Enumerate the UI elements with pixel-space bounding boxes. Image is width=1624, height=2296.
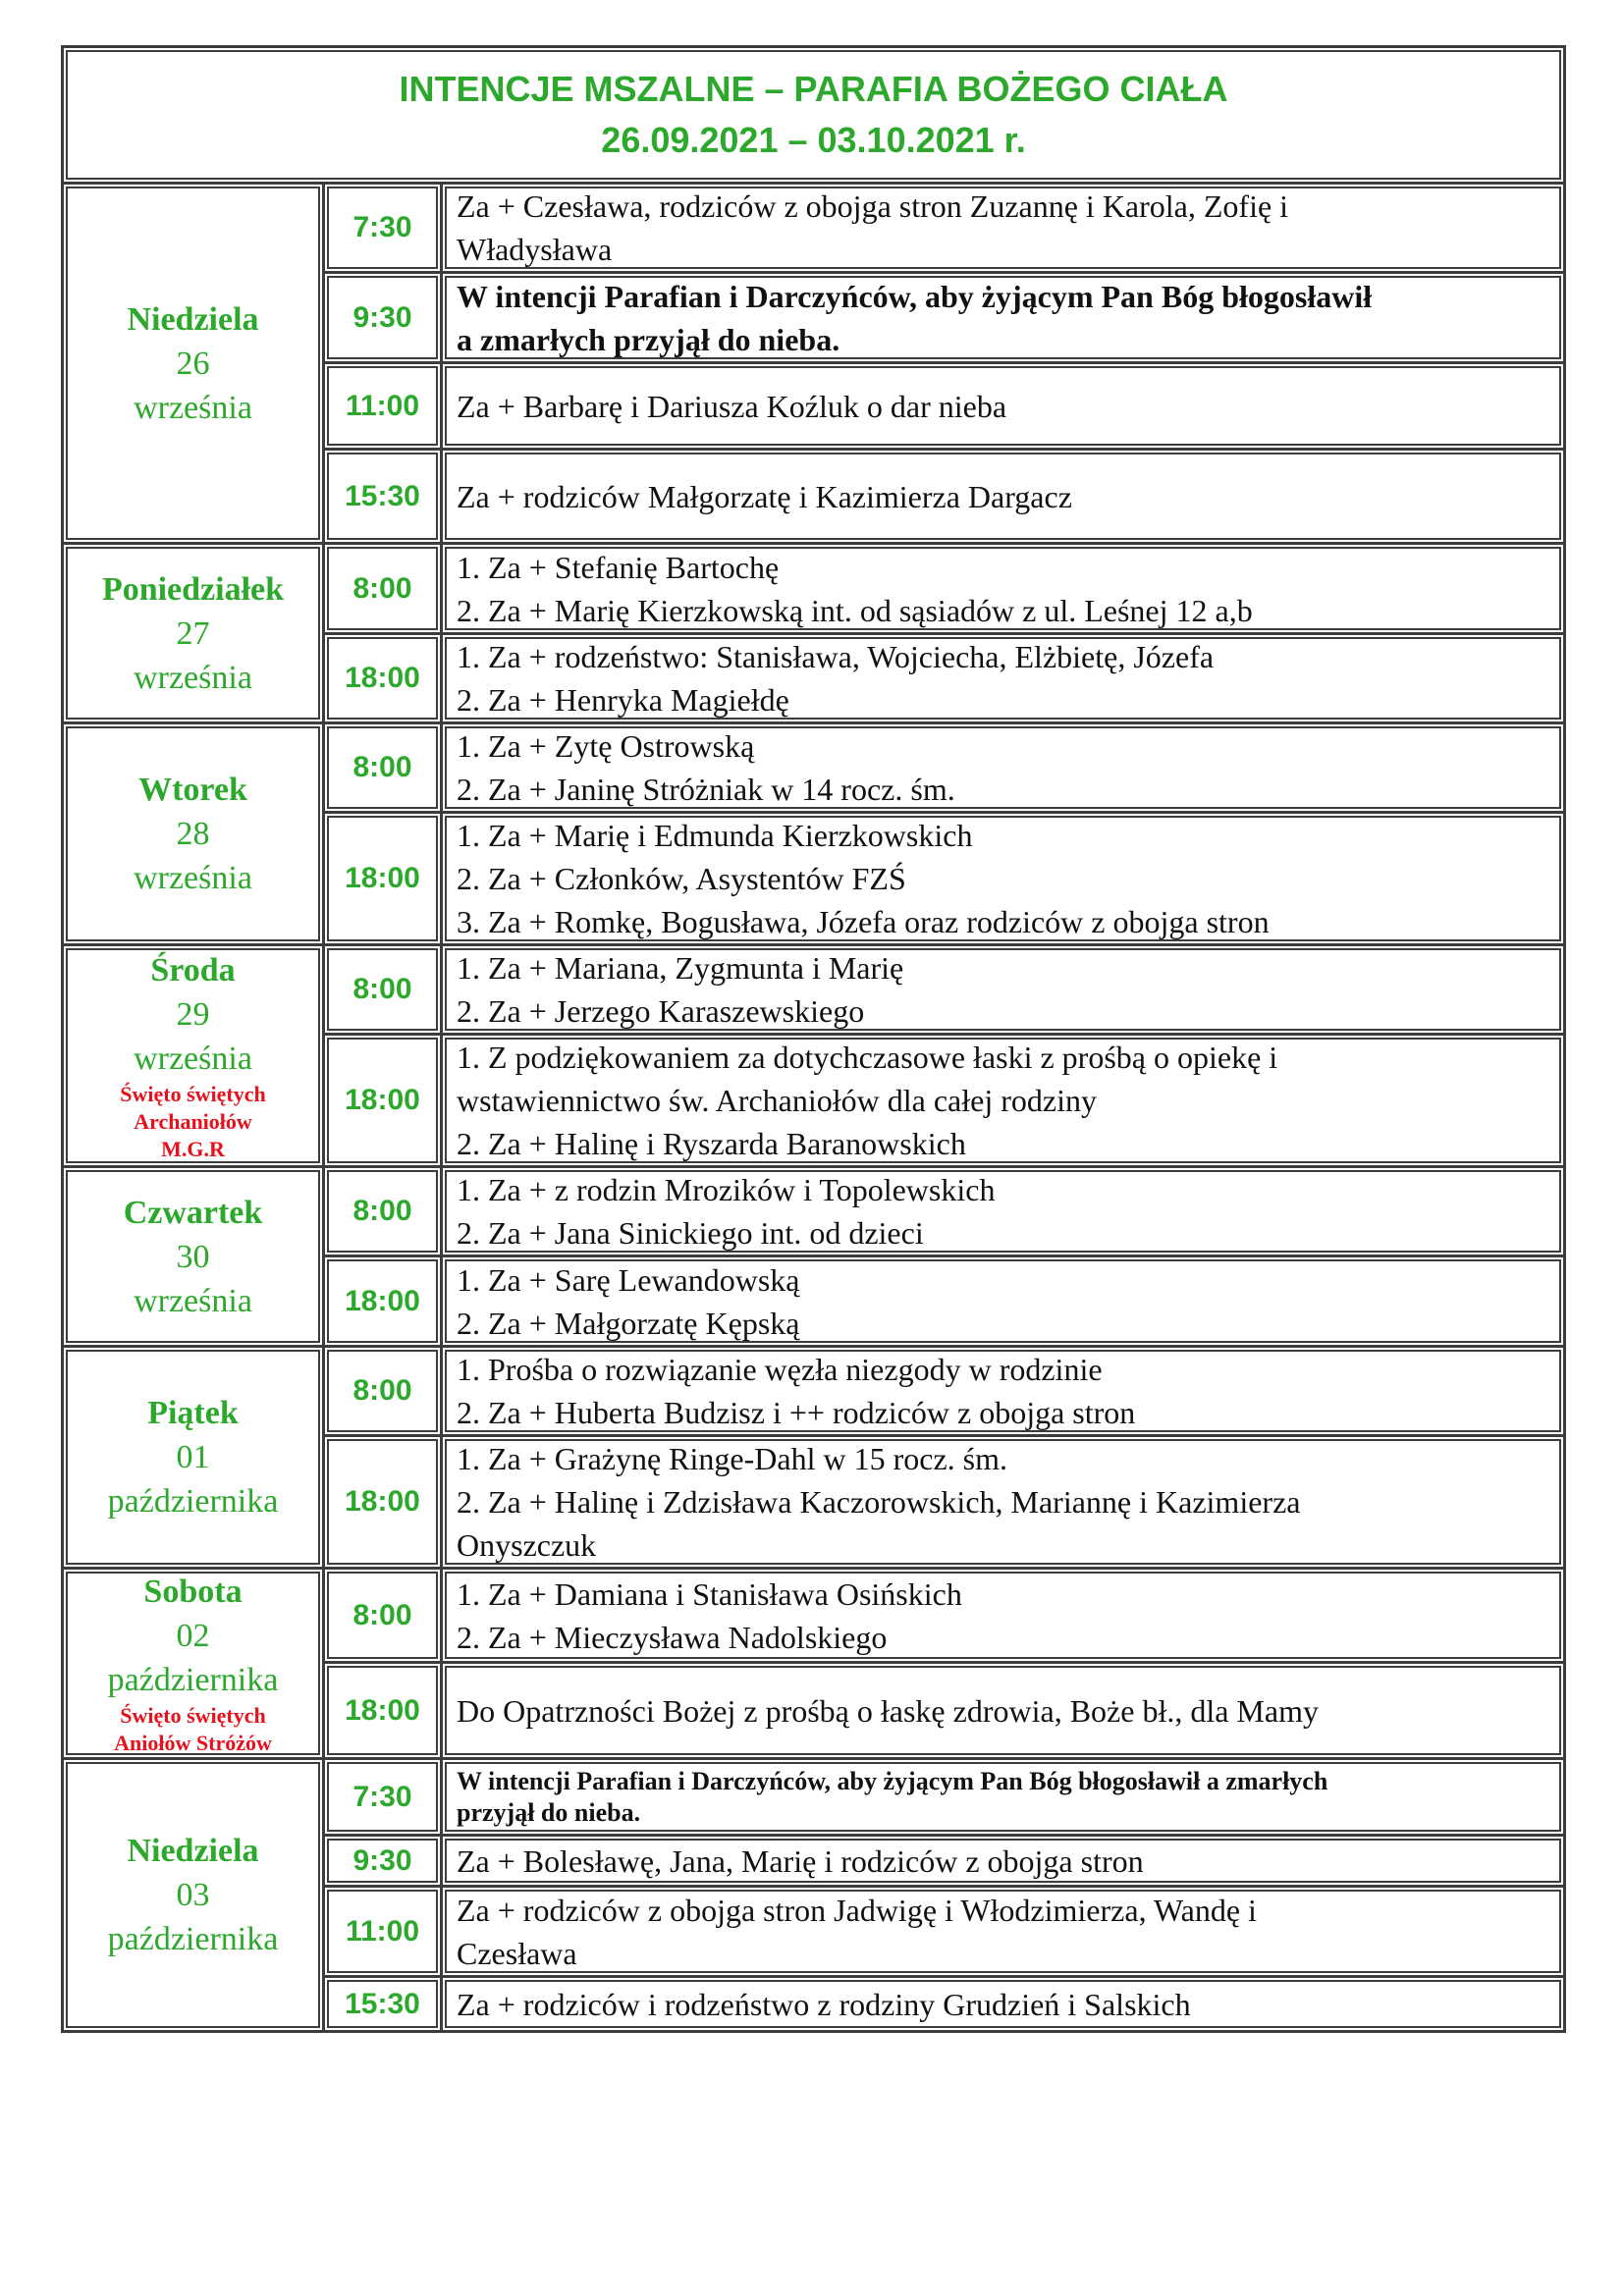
intention-line: 1. Za + Zytę Ostrowską: [457, 728, 755, 764]
intention-line: 2. Za + Jana Sinickiego int. od dzieci: [457, 1215, 924, 1251]
mass-time: 7:30: [325, 1760, 443, 1837]
mass-intention: [443, 364, 1566, 451]
mass-intention: [443, 1437, 1566, 1570]
day-month: października: [107, 1483, 279, 1520]
mass-time: 7:30: [325, 185, 443, 274]
mass-intentions-table: [61, 45, 1566, 2033]
day-month: października: [107, 1662, 279, 1698]
day-month: września: [134, 860, 252, 896]
mass-intention: [443, 1168, 1566, 1257]
day-number: 02: [176, 1618, 210, 1654]
day-name: Czwartek: [123, 1194, 263, 1231]
mass-intention: [443, 451, 1566, 545]
day-month: września: [134, 389, 252, 426]
mass-row: [64, 1570, 1566, 1664]
mass-intention: [443, 724, 1566, 814]
date-range: 26.09.2021 – 03.10.2021 r.: [601, 120, 1026, 160]
intention-line: Za + Barbarę i Dariusza Koźluk o dar nieba: [457, 388, 1007, 424]
mass-row: [64, 1168, 1566, 1257]
intention-line: 1. Za + Mariana, Zygmunta i Marię: [457, 950, 904, 986]
intention-line: 1. Za + Damiana i Stanisława Osińskich: [457, 1575, 962, 1612]
day-number: 30: [176, 1238, 210, 1275]
day-name: Wtorek: [138, 772, 247, 808]
page-title: INTENCJE MSZALNE – PARAFIA BOŻEGO CIAŁA: [399, 69, 1228, 109]
mass-intention: [443, 946, 1566, 1036]
mass-time: 11:00: [325, 1888, 443, 1978]
day-name: Środa: [150, 952, 236, 988]
mass-time: 18:00: [325, 1664, 443, 1760]
mass-time: 8:00: [325, 1570, 443, 1664]
intention-line: Za + rodziców Małgorzatę i Kazimierza Dargacz: [457, 478, 1072, 514]
mass-time: 8:00: [325, 724, 443, 814]
intention-line: Za + Bolesławę, Jana, Marię i rodziców z obojga stron: [457, 1842, 1144, 1879]
day-name: Piątek: [147, 1395, 239, 1431]
mass-intention: [443, 635, 1566, 724]
feast-label: Święto świętych: [120, 1082, 266, 1106]
intention-line: W intencji Parafian i Darczyńców, aby żyjącym Pan Bóg błogosławił: [457, 278, 1373, 314]
day-month: września: [134, 1041, 252, 1077]
intention-line: 2. Za + Huberta Budzisz i ++ rodziców z obojga stron: [457, 1395, 1136, 1430]
mass-time: 11:00: [325, 364, 443, 451]
mass-intention: [443, 1257, 1566, 1348]
day-cell: [64, 724, 325, 946]
mass-time: 8:00: [325, 946, 443, 1036]
intention-line: 2. Za + Mieczysława Nadolskiego: [457, 1619, 888, 1655]
intention-line: 2. Za + Jerzego Karaszewskiego: [457, 993, 865, 1029]
mass-intention: [443, 1664, 1566, 1760]
day-name: Sobota: [143, 1574, 243, 1610]
intention-line: 2. Za + Halinę i Zdzisława Kaczorowskich, Mariannę i Kazimierza: [457, 1484, 1301, 1520]
day-cell: [64, 185, 325, 545]
intention-line: 2. Za + Henryka Magiełdę: [457, 682, 789, 718]
mass-row: [64, 185, 1566, 274]
day-number: 03: [176, 1877, 210, 1913]
mass-intention: [443, 1888, 1566, 1978]
day-cell: [64, 1168, 325, 1348]
feast-label: Archaniołów: [134, 1109, 252, 1134]
day-number: 28: [176, 816, 210, 852]
day-number: 29: [176, 996, 210, 1033]
day-name: Niedziela: [127, 1833, 259, 1869]
mass-time: 18:00: [325, 635, 443, 724]
feast-label: M.G.R: [161, 1137, 225, 1161]
mass-row: [64, 545, 1566, 635]
intention-line: wstawiennictwo św. Archaniołów dla całej rodziny: [457, 1083, 1097, 1118]
intention-line: 2. Za + Halinę i Ryszarda Baranowskich: [457, 1126, 966, 1161]
day-month: października: [107, 1921, 279, 1957]
mass-intention: [443, 274, 1566, 364]
intention-line: 3. Za + Romkę, Bogusława, Józefa oraz rodziców z obojga stron: [457, 904, 1270, 939]
intention-line: a zmarłych przyjął do nieba.: [457, 321, 840, 357]
mass-time: 15:30: [325, 451, 443, 545]
intention-line: Czesława: [457, 1935, 577, 1971]
mass-time: 8:00: [325, 1168, 443, 1257]
mass-row: [64, 1760, 1566, 1837]
mass-intention: [443, 814, 1566, 946]
day-number: 26: [176, 345, 210, 382]
header-row: [64, 48, 1566, 185]
mass-intention: [443, 1036, 1566, 1168]
day-number: 01: [176, 1439, 210, 1475]
day-cell: [64, 1760, 325, 2033]
intention-line: 2. Za + Marię Kierzkowską int. od sąsiadów z ul. Leśnej 12 a,b: [457, 592, 1253, 628]
day-name: Niedziela: [127, 300, 259, 338]
mass-time: 18:00: [325, 814, 443, 946]
intention-line: Za + rodziców z obojga stron Jadwigę i Włodzimierza, Wandę i: [457, 1892, 1257, 1928]
intention-line: Za + Czesława, rodziców z obojga stron Zuzannę i Karola, Zofię i: [457, 188, 1289, 224]
feast-label: Święto świętych: [120, 1703, 266, 1728]
intention-line: 1. Za + Sarę Lewandowską: [457, 1261, 800, 1298]
day-name: Poniedziałek: [101, 570, 285, 608]
intention-line: Onyszczuk: [457, 1527, 597, 1563]
mass-time: 18:00: [325, 1257, 443, 1348]
intention-line: 2. Za + Małgorzatę Kępską: [457, 1305, 800, 1341]
mass-row: [64, 946, 1566, 1036]
intention-line: W intencji Parafian i Darczyńców, aby żyjącym Pan Bóg błogosławił a zmarłych: [457, 1766, 1328, 1795]
mass-row: [64, 724, 1566, 814]
mass-intention: [443, 1570, 1566, 1664]
intention-line: 1. Prośba o rozwiązanie węzła niezgody w rodzinie: [457, 1352, 1103, 1387]
intention-line: 2. Za + Janinę Stróżniak w 14 rocz. śm.: [457, 772, 955, 807]
intention-line: Za + rodziców i rodzeństwo z rodziny Grudzień i Salskich: [457, 1986, 1191, 2022]
intention-line: przyjął do nieba.: [457, 1797, 641, 1827]
mass-intention: [443, 1978, 1566, 2033]
mass-time: 9:30: [325, 274, 443, 364]
mass-time: 8:00: [325, 545, 443, 635]
day-cell: [64, 946, 325, 1168]
intention-line: 1. Z podziękowaniem za dotychczasowe łaski z prośbą o opiekę i: [457, 1040, 1278, 1075]
intention-line: 1. Za + rodzeństwo: Stanisława, Wojciecha, Elżbietę, Józefa: [457, 639, 1215, 674]
mass-time: 18:00: [325, 1036, 443, 1168]
mass-intention: [443, 545, 1566, 635]
day-month: września: [134, 1282, 252, 1319]
intention-line: 1. Za + Grażynę Ringe-Dahl w 15 rocz. śm.: [457, 1441, 1007, 1476]
day-cell: [64, 1348, 325, 1570]
intention-line: 2. Za + Członków, Asystentów FZŚ: [457, 861, 906, 896]
day-cell: [64, 1570, 325, 1760]
mass-time: 8:00: [325, 1348, 443, 1437]
intention-line: 1. Za + Stefanię Bartochę: [457, 549, 780, 585]
mass-intention: [443, 185, 1566, 274]
day-month: września: [134, 659, 252, 696]
mass-row: [64, 1348, 1566, 1437]
mass-intention: [443, 1837, 1566, 1888]
intention-line: Do Opatrzności Bożej z prośbą o łaskę zdrowia, Boże bł., dla Mamy: [457, 1692, 1319, 1729]
intention-line: Władysława: [457, 232, 613, 267]
intention-line: 1. Za + z rodzin Mrozików i Topolewskich: [457, 1172, 996, 1207]
mass-intention: [443, 1760, 1566, 1837]
intention-line: 1. Za + Marię i Edmunda Kierzkowskich: [457, 818, 973, 853]
feast-label: Aniołów Stróżów: [114, 1731, 272, 1755]
day-number: 27: [176, 614, 210, 652]
page-title-cell: [64, 48, 1566, 185]
mass-intention: [443, 1348, 1566, 1437]
mass-time: 18:00: [325, 1437, 443, 1570]
mass-time: 9:30: [325, 1837, 443, 1888]
day-cell: [64, 545, 325, 724]
mass-time: 15:30: [325, 1978, 443, 2033]
